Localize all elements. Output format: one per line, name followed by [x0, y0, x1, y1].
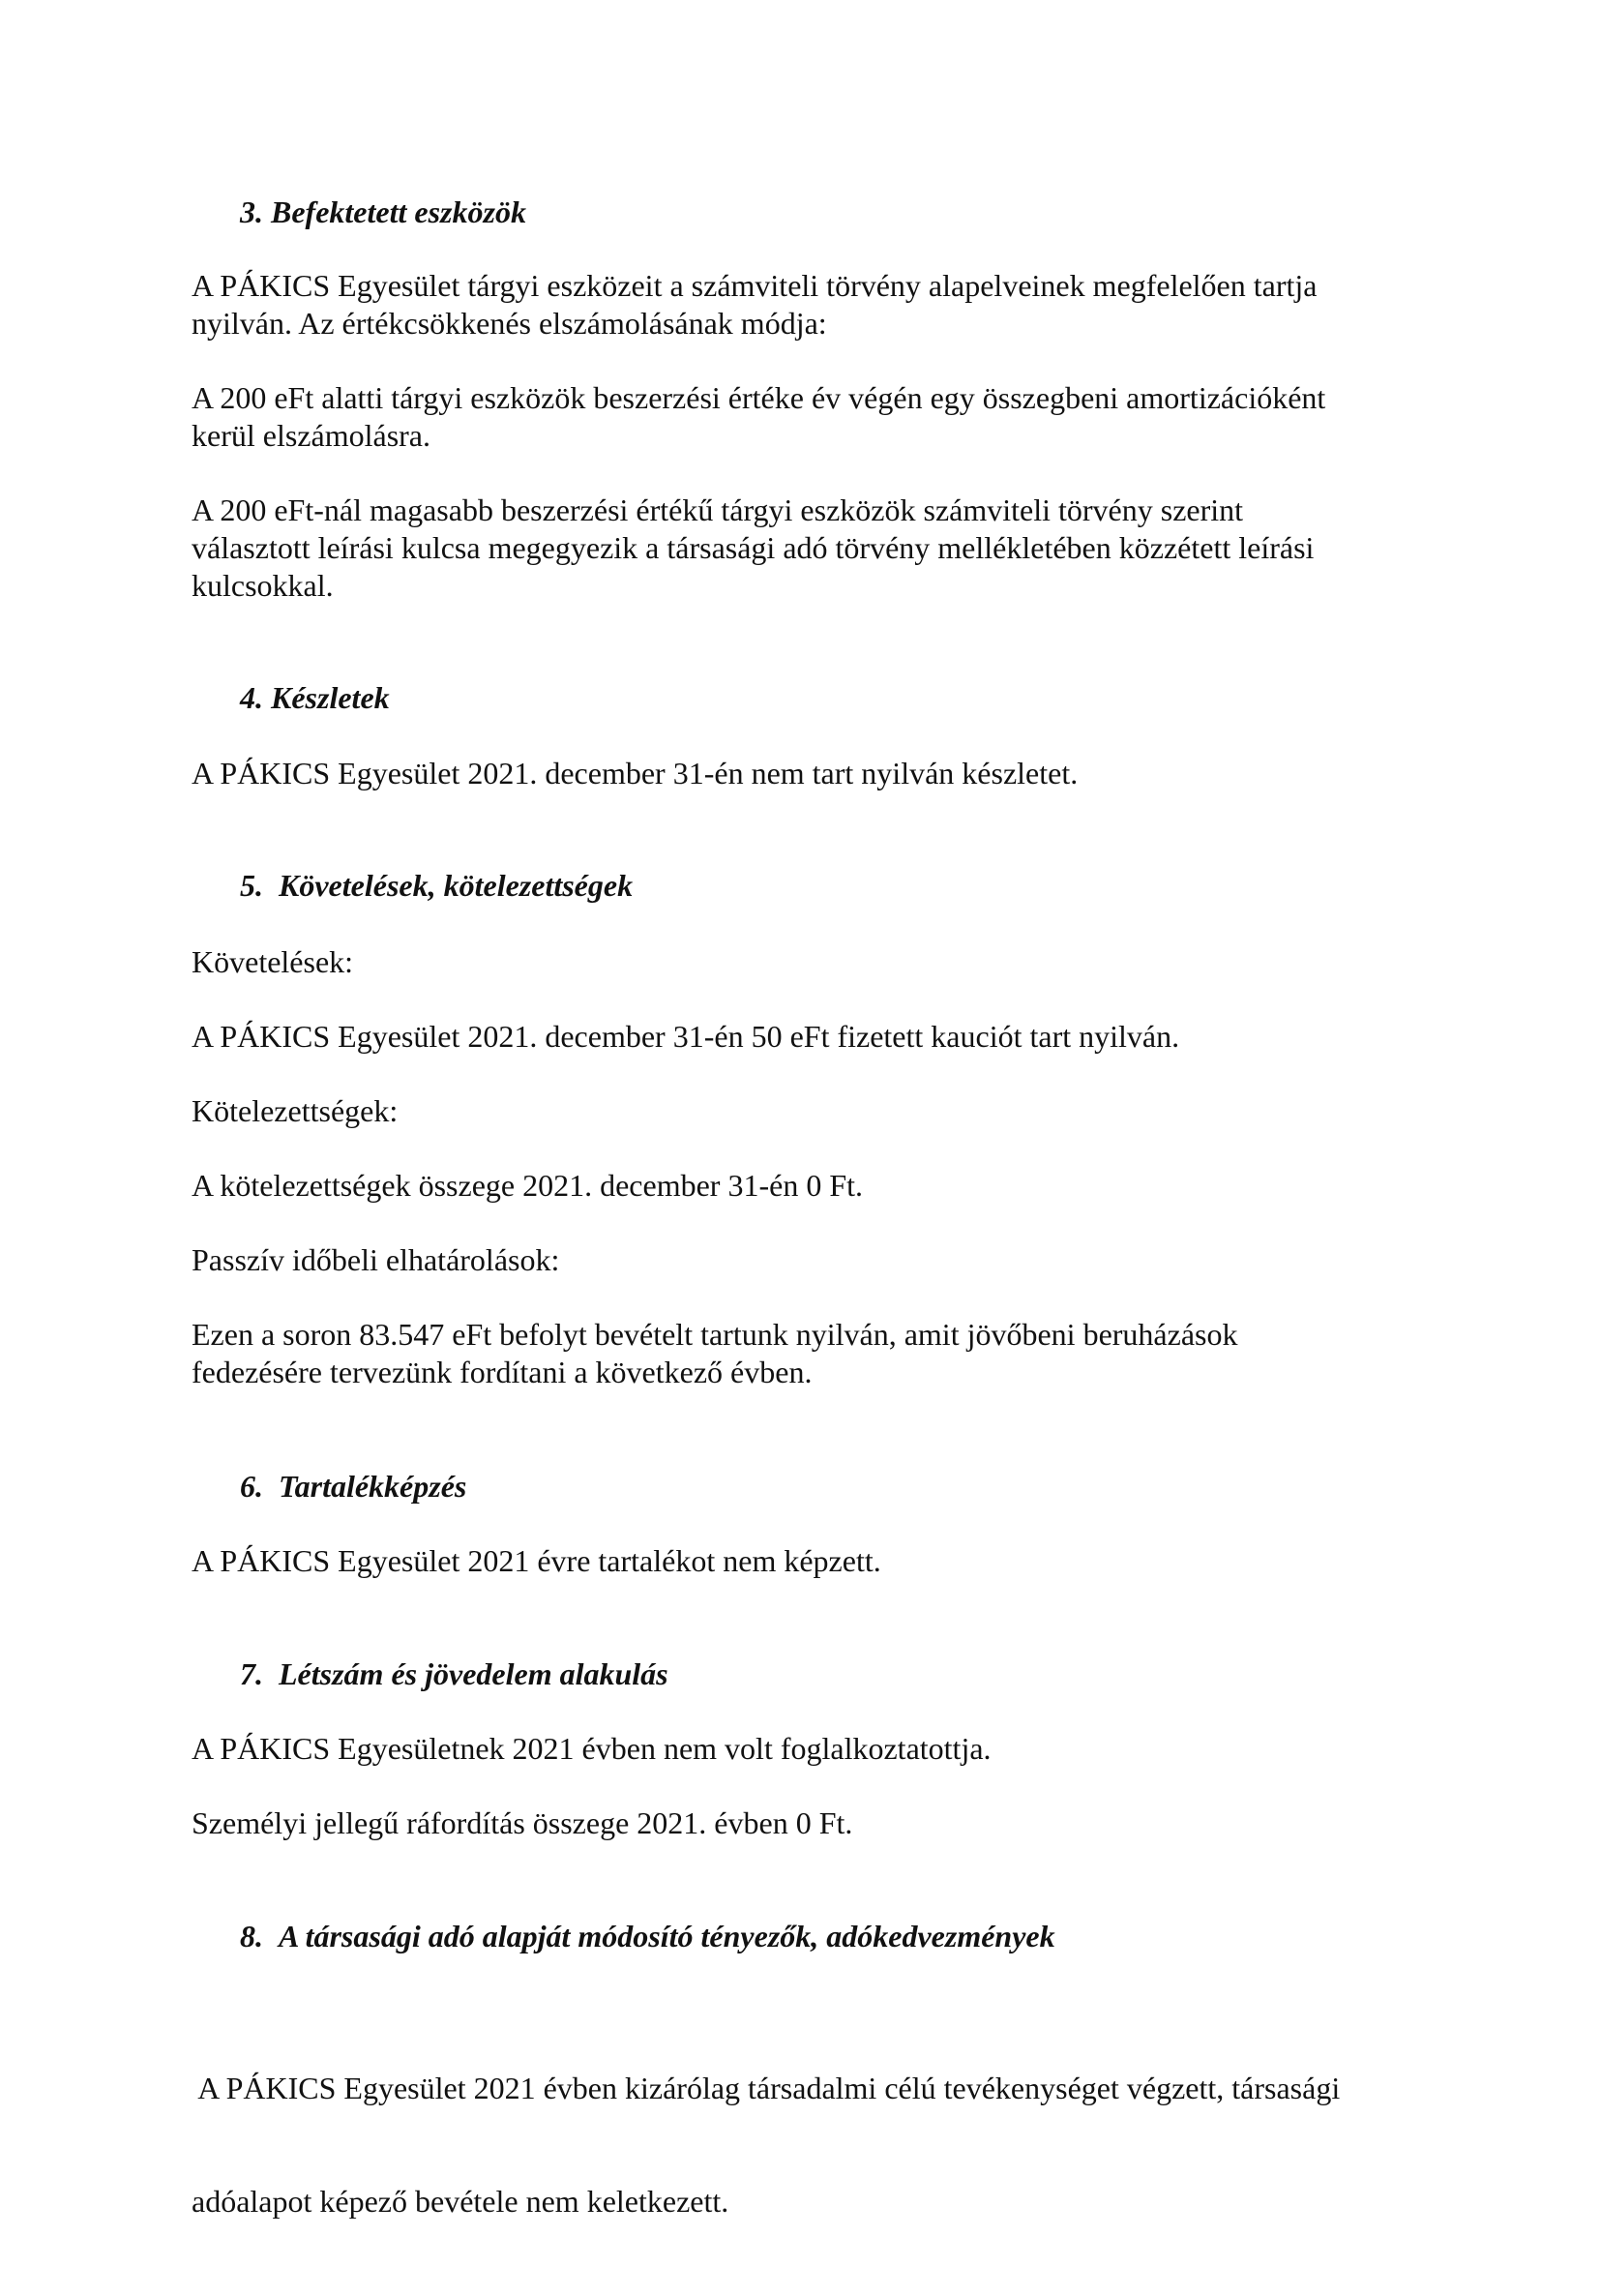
section-7-number: 7.	[240, 1656, 263, 1691]
text-line: A 200 eFt alatti tárgyi eszközök beszerzési értéke év végén egy összegbeni amortizációként	[192, 380, 1326, 415]
section-5-number: 5.	[240, 868, 263, 903]
text-line: Ezen a soron 83.547 eFt befolyt bevételt tartunk nyilván, amit jövőbeni beruházások	[192, 1317, 1238, 1352]
text-line: A kötelezettségek összege 2021. december 31-én 0 Ft.	[192, 1168, 863, 1203]
text-line: A PÁKICS Egyesület 2021 évben kizárólag társadalmi célú tevékenységet végzett, társasági	[192, 2071, 1341, 2105]
section-7-heading	[240, 1655, 668, 1693]
text-line: adóalapot képező bevétele nem keletkezett.	[192, 2184, 729, 2219]
section-6-number: 6.	[240, 1469, 263, 1504]
section-8-heading	[240, 1918, 1055, 1955]
text-line: kulcsokkal.	[192, 568, 334, 603]
section-5-title: Követelések, kötelezettségek	[279, 868, 634, 903]
section-7-paragraph-1	[192, 1730, 1410, 1768]
section-5-paragraph-4	[192, 1167, 1410, 1205]
text-line: Passzív időbeli elhatárolások:	[192, 1242, 560, 1277]
text-line: A PÁKICS Egyesület 2021 évre tartalékot nem képzett.	[192, 1543, 881, 1578]
text-line: A PÁKICS Egyesület 2021. december 31-én 50 eFt fizetett kauciót tart nyilván.	[192, 1019, 1180, 1054]
text-line: Kötelezettségek:	[192, 1093, 399, 1128]
section-3-paragraph-2	[192, 379, 1410, 455]
text-line: választott leírási kulcsa megegyezik a társasági adó törvény mellékletében közzétett leírási	[192, 530, 1315, 565]
section-7-paragraph-2	[192, 1804, 1410, 1842]
section-4-title: Készletek	[271, 680, 390, 715]
text-line: Személyi jellegű ráfordítás összege 2021. évben 0 Ft.	[192, 1805, 853, 1840]
text-line: A PÁKICS Egyesület tárgyi eszközeit a számviteli törvény alapelveinek megfelelően tartja	[192, 268, 1318, 303]
text-line: A PÁKICS Egyesület 2021. december 31-én nem tart nyilván készletet.	[192, 756, 1079, 790]
section-6-title: Tartalékképzés	[279, 1469, 467, 1504]
section-5-paragraph-1	[192, 943, 1410, 981]
section-8-paragraph-1	[192, 1994, 1410, 2296]
section-8-title: A társasági adó alapját módosító tényezők, adókedvezmények	[279, 1919, 1055, 1953]
section-7-title: Létszám és jövedelem alakulás	[279, 1656, 668, 1691]
section-6-heading	[240, 1468, 466, 1506]
text-line: A 200 eFt-nál magasabb beszerzési értékű tárgyi eszközök számviteli törvény szerint	[192, 492, 1244, 527]
section-6-paragraph-1	[192, 1542, 1410, 1580]
section-8-number: 8.	[240, 1919, 263, 1953]
text-line: A PÁKICS Egyesületnek 2021 évben nem volt foglalkoztatottja.	[192, 1731, 992, 1766]
section-5-paragraph-3	[192, 1092, 1410, 1130]
text-line: kerül elszámolásra.	[192, 418, 430, 453]
section-5-paragraph-5	[192, 1241, 1410, 1279]
section-4-heading	[240, 679, 390, 717]
section-5-paragraph-6	[192, 1316, 1410, 1391]
section-3-paragraph-1	[192, 267, 1410, 343]
section-5-heading	[240, 867, 633, 905]
text-line: nyilván. Az értékcsökkenés elszámolásának módja:	[192, 306, 827, 341]
text-line: fedezésére tervezünk fordítani a következő évben.	[192, 1355, 813, 1389]
section-3-title: Befektetett eszközök	[271, 194, 526, 229]
section-3-heading	[240, 194, 526, 231]
section-4-paragraph-1	[192, 755, 1410, 792]
section-3-number: 3.	[240, 194, 263, 229]
section-5-paragraph-2	[192, 1018, 1410, 1056]
section-4-number: 4.	[240, 680, 263, 715]
section-3-paragraph-3	[192, 492, 1410, 605]
text-line: Követelések:	[192, 944, 354, 979]
